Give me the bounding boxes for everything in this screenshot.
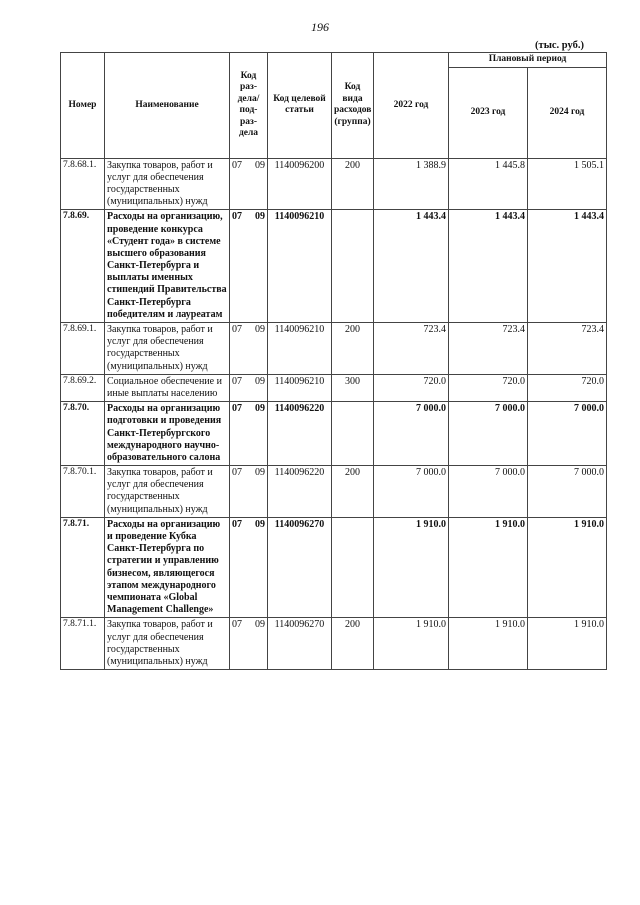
row-2023: 7 000.0 [449, 466, 528, 518]
row-name: Расходы на организацию подготовки и проведения Санкт-Петербургского международного научно-образовательного салона [105, 402, 230, 466]
row-2023: 7 000.0 [449, 402, 528, 466]
row-section-code: 07 [232, 619, 242, 631]
row-2022: 720.0 [374, 374, 449, 401]
header-section: Код раз-дела/ под-раз-дела [230, 53, 268, 159]
row-section-code: 07 [232, 375, 242, 387]
table-row [61, 517, 607, 618]
row-subsection-code: 09 [255, 467, 265, 479]
row-subsection-code: 09 [255, 159, 265, 171]
header-target: Код целевой статьи [268, 53, 332, 159]
row-target: 1140096210 [268, 374, 332, 401]
row-2022: 1 443.4 [374, 210, 449, 323]
row-section-code: 07 [232, 467, 242, 479]
row-target: 1140096210 [268, 210, 332, 323]
row-type: 200 [332, 158, 374, 210]
table-row [61, 158, 607, 210]
row-section-code: 07 [232, 403, 242, 415]
row-2024: 1 910.0 [528, 517, 607, 618]
row-type [332, 402, 374, 466]
row-2022: 1 910.0 [374, 517, 449, 618]
row-number: 7.8.71. [61, 517, 105, 618]
table-row [61, 323, 607, 375]
row-subsection-code: 09 [255, 211, 265, 223]
row-number: 7.8.70.1. [61, 466, 105, 518]
row-section [230, 517, 268, 618]
row-section-code: 07 [232, 324, 242, 336]
header-name: Наименование [105, 53, 230, 159]
row-section [230, 618, 268, 670]
row-2023: 720.0 [449, 374, 528, 401]
row-type [332, 210, 374, 323]
row-target: 1140096210 [268, 323, 332, 375]
row-section-code: 07 [232, 211, 242, 223]
row-2023: 1 445.8 [449, 158, 528, 210]
row-2024: 1 443.4 [528, 210, 607, 323]
row-2024: 7 000.0 [528, 466, 607, 518]
units-label: (тыс. руб.) [535, 40, 584, 51]
header-2023: 2023 год [449, 67, 528, 158]
row-target: 1140096200 [268, 158, 332, 210]
row-target: 1140096270 [268, 618, 332, 670]
row-2024: 1 505.1 [528, 158, 607, 210]
table-row [61, 618, 607, 670]
row-name: Закупка товаров, работ и услуг для обеспечения государственных (муниципальных) нужд [105, 323, 230, 375]
row-subsection-code: 09 [255, 518, 265, 530]
header-number: Номер [61, 53, 105, 159]
row-name: Закупка товаров, работ и услуг для обеспечения государственных (муниципальных) нужд [105, 618, 230, 670]
row-2022: 7 000.0 [374, 402, 449, 466]
header-2024: 2024 год [528, 67, 607, 158]
table-row [61, 466, 607, 518]
row-2023: 1 910.0 [449, 517, 528, 618]
row-name: Закупка товаров, работ и услуг для обеспечения государственных (муниципальных) нужд [105, 158, 230, 210]
row-number: 7.8.69.2. [61, 374, 105, 401]
header-row [61, 53, 607, 68]
row-number: 7.8.71.1. [61, 618, 105, 670]
row-type: 300 [332, 374, 374, 401]
header-2022: 2022 год [374, 53, 449, 159]
row-name: Социальное обеспечение и иные выплаты населению [105, 374, 230, 401]
row-number: 7.8.69.1. [61, 323, 105, 375]
row-type: 200 [332, 618, 374, 670]
row-name: Закупка товаров, работ и услуг для обеспечения государственных (муниципальных) нужд [105, 466, 230, 518]
row-2024: 720.0 [528, 374, 607, 401]
row-subsection-code: 09 [255, 375, 265, 387]
row-section [230, 466, 268, 518]
row-section [230, 323, 268, 375]
table-row [61, 402, 607, 466]
row-2024: 7 000.0 [528, 402, 607, 466]
row-target: 1140096270 [268, 517, 332, 618]
row-2022: 723.4 [374, 323, 449, 375]
row-2023: 723.4 [449, 323, 528, 375]
row-number: 7.8.69. [61, 210, 105, 323]
budget-table [60, 52, 607, 670]
row-2023: 1 443.4 [449, 210, 528, 323]
table-row [61, 210, 607, 323]
row-type [332, 517, 374, 618]
row-target: 1140096220 [268, 466, 332, 518]
row-section [230, 210, 268, 323]
row-number: 7.8.70. [61, 402, 105, 466]
header-plan-period: Плановый период [449, 53, 607, 68]
row-section-code: 07 [232, 518, 242, 530]
row-name: Расходы на организацию, проведение конкурса «Студент года» в системе высшего образования Санкт-Петербурга и выплаты именных стипендий Правительства Санкт-Петербурга победителям и лауреатам [105, 210, 230, 323]
row-2023: 1 910.0 [449, 618, 528, 670]
header-type: Код вида расходов (группа) [332, 53, 374, 159]
row-section-code: 07 [232, 159, 242, 171]
row-2022: 1 388.9 [374, 158, 449, 210]
row-2022: 1 910.0 [374, 618, 449, 670]
row-number: 7.8.68.1. [61, 158, 105, 210]
row-section [230, 374, 268, 401]
row-section [230, 402, 268, 466]
row-2024: 1 910.0 [528, 618, 607, 670]
row-section [230, 158, 268, 210]
row-type: 200 [332, 466, 374, 518]
row-target: 1140096220 [268, 402, 332, 466]
table-row [61, 374, 607, 401]
row-subsection-code: 09 [255, 324, 265, 336]
row-2024: 723.4 [528, 323, 607, 375]
row-subsection-code: 09 [255, 403, 265, 415]
page-number: 196 [311, 20, 329, 34]
row-2022: 7 000.0 [374, 466, 449, 518]
row-name: Расходы на организацию и проведение Кубка Санкт-Петербурга по стратегии и управлению бизнесом, являющегося этапом международного чемпионата «Global Management Challenge» [105, 517, 230, 618]
row-subsection-code: 09 [255, 619, 265, 631]
row-type: 200 [332, 323, 374, 375]
